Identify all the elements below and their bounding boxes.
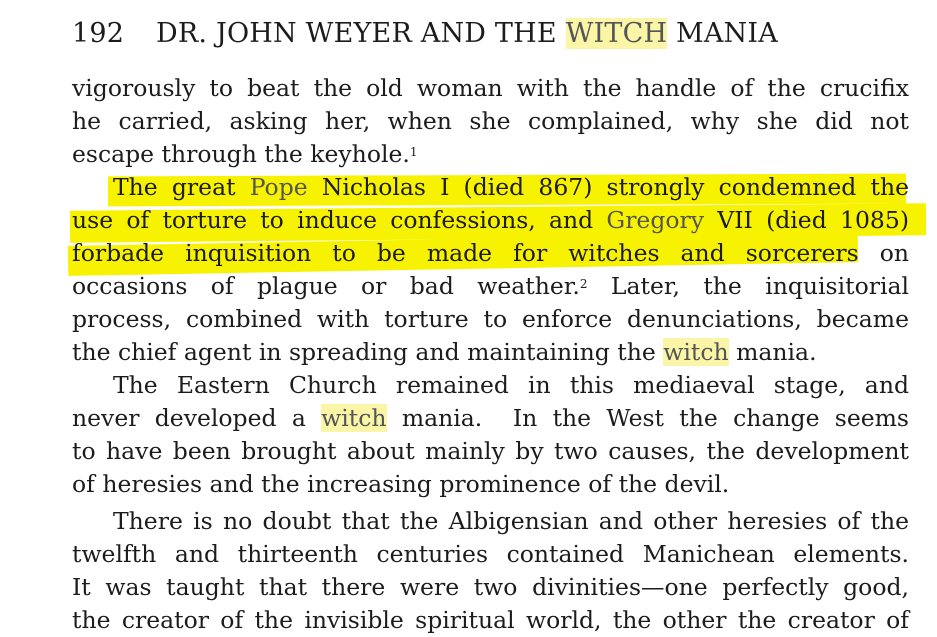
running-header [72, 18, 912, 49]
text-span: mania. In the West the change seems [386, 404, 909, 432]
text-span: never developed a [72, 404, 322, 432]
text-span: use of torture to induce confessions, and [72, 206, 607, 234]
text-span: he carried, asking her, when she complained, why she did not [72, 107, 909, 135]
footnote-marker: 2 [579, 277, 588, 291]
header-title-highlight: WITCH [565, 18, 668, 49]
text-span: the chief agent in spreading and maintaining the [72, 338, 664, 366]
text-line [72, 403, 909, 433]
text-span: Gregory [606, 206, 705, 234]
text-span: Pope [249, 173, 308, 201]
highlighted-word: witch [663, 338, 729, 366]
text-line [113, 506, 909, 536]
text-span: VII (died 1085) [704, 206, 909, 234]
text-span: of heresies and the increasing prominence of the devil. [72, 470, 730, 498]
text-line [72, 605, 909, 635]
text-line [113, 172, 909, 202]
text-span: twelfth and thirteenth centuries contained Manichean elements. [72, 540, 909, 568]
text-line [72, 271, 909, 301]
text-span: Nicholas I (died 867) strongly condemned the [307, 173, 909, 201]
highlighted-word: witch [321, 404, 387, 432]
text-span: mania. [728, 338, 817, 366]
text-line [72, 469, 909, 499]
text-span: to have been brought about mainly by two causes, the development [72, 437, 909, 465]
page-number: 192 [72, 18, 125, 49]
text-span: vigorously to beat the old woman with the handle of the crucifix [72, 74, 909, 102]
text-span: Later, the inquisitorial [587, 272, 909, 300]
text-span: escape through the keyhole. [72, 140, 410, 168]
text-line [72, 106, 909, 136]
text-span: The Eastern Church remained in this mediaeval stage, and [113, 371, 909, 399]
header-title-post: MANIA [676, 18, 778, 49]
text-line [72, 205, 909, 235]
text-span: There is no doubt that the Albigensian and other heresies of the [113, 507, 909, 535]
text-line [72, 539, 909, 569]
text-line [72, 139, 909, 169]
text-span: the creator of the invisible spiritual world, the other the creator of [72, 606, 909, 634]
text-line [72, 304, 909, 334]
header-title-pre: DR. JOHN WEYER AND THE [156, 18, 557, 49]
text-line [72, 238, 909, 268]
text-line [72, 337, 909, 367]
text-line [72, 572, 909, 602]
text-span: The great [113, 173, 250, 201]
text-span: forbade inquisition to be made for witches and sorcerers on [72, 239, 909, 267]
text-line [72, 436, 909, 466]
text-line [113, 370, 909, 400]
text-line [72, 73, 909, 103]
text-span: process, combined with torture to enforce denunciations, became [72, 305, 909, 333]
footnote-marker: 1 [409, 145, 418, 159]
text-span: It was taught that there were two divinities—one perfectly good, [72, 573, 909, 601]
text-span: occasions of plague or bad weather. [72, 272, 580, 300]
